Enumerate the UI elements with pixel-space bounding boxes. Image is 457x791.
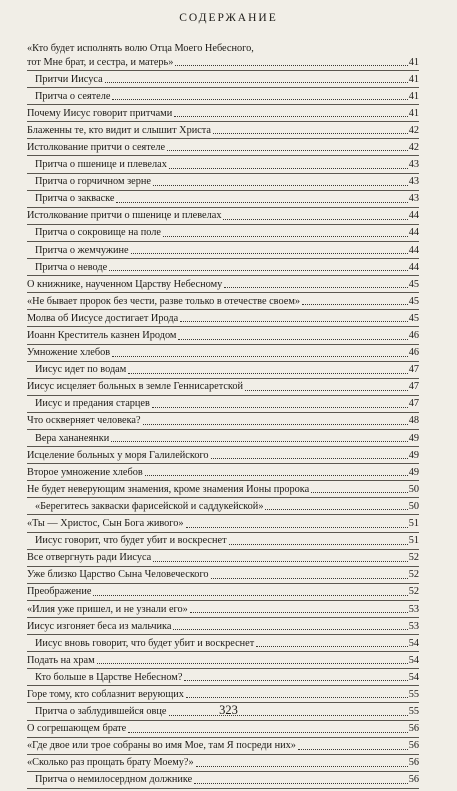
toc-entry-page: 41 <box>408 73 419 85</box>
toc-entry-title: Притча о сокровище на поле <box>35 227 161 239</box>
toc-entry-page: 53 <box>408 603 419 615</box>
dot-leader <box>153 561 407 562</box>
toc-entry <box>27 688 419 704</box>
toc-entry-title: Исцеление больных у моря Галилейского <box>27 449 209 461</box>
toc-entry-title-line1: «Кто будет исполнять волю Отца Моего Небесного, <box>27 43 254 54</box>
toc-entry-title: Преображение <box>27 586 92 598</box>
toc-entry-page: 44 <box>408 227 419 239</box>
toc-entry-page: 50 <box>408 500 419 512</box>
toc-entry-title: Иоанн Креститель казнен Иродом <box>27 330 177 341</box>
toc-entry-page: 55 <box>408 688 419 700</box>
toc-entry <box>27 90 419 106</box>
dot-leader <box>175 65 407 66</box>
toc-entry-title: Молва об Иисусе достигает Ирода <box>27 312 179 324</box>
toc-entry-title: Притча о заблудившейся овце <box>35 706 167 718</box>
dot-leader <box>145 475 408 476</box>
toc-entry <box>27 107 419 123</box>
toc-entry-page: 41 <box>408 107 419 119</box>
toc-entry-title: «Илия уже пришел, и не узнали его» <box>27 603 188 615</box>
toc-entry-page: 44 <box>408 244 419 256</box>
toc-entry-page: 41 <box>408 90 419 102</box>
toc-entry <box>27 517 419 533</box>
toc-entry-title: Иисус исцеляет больных в земле Геннисаретской <box>27 381 244 393</box>
toc-entry-page: 56 <box>408 757 419 769</box>
toc-entry-page: 45 <box>408 278 419 290</box>
toc-entry-page: 51 <box>408 518 419 530</box>
toc-entry <box>27 346 419 362</box>
toc-entry-title: Притча о немилосердном должнике <box>35 774 193 786</box>
toc-entry-title: тот Мне брат, и сестра, и матерь» <box>27 56 174 68</box>
toc-entry-title: Истолкование притчи о сеятеле <box>27 141 166 153</box>
dot-leader <box>152 407 408 408</box>
toc-entry-title: Уже близко Царство Сына Человеческого <box>27 569 209 581</box>
toc-entry <box>27 534 419 550</box>
toc-entry-page: 54 <box>408 637 419 649</box>
dot-leader <box>265 509 407 510</box>
dot-leader <box>131 253 408 254</box>
toc-entry <box>27 414 419 430</box>
dot-leader <box>109 270 408 271</box>
toc-entry <box>27 363 419 379</box>
toc-entry <box>27 500 419 516</box>
toc-entry-page: 42 <box>408 124 419 136</box>
toc-entry <box>27 124 419 140</box>
toc-entry-title: Иисус и предания старцев <box>35 398 150 410</box>
dot-leader <box>245 390 408 391</box>
toc-entry <box>27 192 419 208</box>
toc-entry <box>27 397 419 413</box>
toc-entry <box>27 432 419 448</box>
toc-entry <box>27 466 419 482</box>
toc-entry-title: Умножение хлебов <box>27 347 111 359</box>
toc-entry-title: Притча о закваске <box>35 193 115 205</box>
toc-entry-page: 51 <box>408 535 419 547</box>
toc-entry-page: 56 <box>408 774 419 786</box>
toc-entry-page: 43 <box>408 159 419 171</box>
toc-entry-title: Притча о сеятеле <box>35 90 111 102</box>
dot-leader <box>180 321 408 322</box>
toc-entry-page: 49 <box>408 466 419 478</box>
toc-entry-title: Притчи Иисуса <box>35 73 103 85</box>
toc-entry <box>27 722 419 738</box>
toc-entry <box>27 449 419 465</box>
toc-entry <box>27 603 419 619</box>
toc-entry <box>27 637 419 653</box>
dot-leader <box>93 595 407 596</box>
toc-entry <box>27 568 419 584</box>
toc-entry-title: «Берегитесь закваски фарисейской и саддукейской» <box>35 500 264 512</box>
toc-entry <box>27 226 419 242</box>
dot-leader <box>174 116 407 117</box>
toc-entry-page: 54 <box>408 654 419 666</box>
dot-leader <box>178 339 407 340</box>
toc-entry-page: 48 <box>408 415 419 427</box>
toc-entry-page: 45 <box>408 295 419 307</box>
toc-entry <box>27 551 419 567</box>
toc-entry-page: 49 <box>408 432 419 444</box>
toc-entry-title: Подать на храм <box>27 654 95 666</box>
dot-leader <box>302 304 408 305</box>
toc-entry-page: 52 <box>408 569 419 581</box>
table-of-contents <box>27 42 419 791</box>
dot-leader <box>223 219 407 220</box>
toc-entry-title: «Ты — Христос, Сын Бога живого» <box>27 518 184 530</box>
toc-entry-title: «Где двое или трое собраны во имя Мое, там Я посреди них» <box>27 740 296 752</box>
toc-entry <box>27 295 419 311</box>
toc-entry <box>27 278 419 294</box>
toc-entry <box>27 73 419 89</box>
toc-entry-title: Иисус идет по водам <box>35 364 127 376</box>
toc-entry-title: Притча о пшенице и плевелах <box>35 159 167 171</box>
dot-leader <box>186 697 408 698</box>
toc-entry <box>27 261 419 277</box>
toc-entry-title: Кто больше в Царстве Небесном? <box>35 671 183 683</box>
running-header: СОДЕРЖАНИЕ <box>179 12 278 24</box>
toc-entry-page: 50 <box>408 483 419 495</box>
toc-entry <box>27 329 419 345</box>
toc-entry-page: 47 <box>408 381 419 393</box>
toc-entry-page: 52 <box>408 552 419 564</box>
dot-leader <box>167 150 408 151</box>
dot-leader <box>143 424 408 425</box>
dot-leader <box>213 133 408 134</box>
dot-leader <box>128 373 407 374</box>
toc-entry-page: 56 <box>408 723 419 735</box>
dot-leader <box>256 646 407 647</box>
toc-entry-title: О согрешающем брате <box>27 723 127 735</box>
dot-leader <box>211 458 408 459</box>
dot-leader <box>169 168 408 169</box>
toc-entry <box>27 483 419 499</box>
toc-entry-title: Все отвергнуть ради Иисуса <box>27 552 152 564</box>
dot-leader <box>153 185 408 186</box>
toc-entry <box>27 654 419 670</box>
dot-leader <box>229 544 408 545</box>
toc-entry <box>27 585 419 601</box>
toc-entry-page: 43 <box>408 193 419 205</box>
toc-entry-title: Притча о жемчужине <box>35 244 129 256</box>
toc-entry-page: 54 <box>408 671 419 683</box>
dot-leader <box>194 783 407 784</box>
toc-entry <box>27 380 419 396</box>
toc-entry-page: 46 <box>408 330 419 341</box>
toc-entry-page: 53 <box>408 620 419 632</box>
toc-entry-page: 47 <box>408 398 419 410</box>
toc-entry <box>27 209 419 225</box>
toc-entry-page: 52 <box>408 586 419 598</box>
toc-entry-page: 44 <box>408 261 419 273</box>
toc-entry-title: Горе тому, кто соблазнит верующих <box>27 688 184 700</box>
dot-leader <box>224 287 407 288</box>
dot-leader <box>186 527 408 528</box>
toc-entry-title: Что оскверняет человека? <box>27 415 141 427</box>
toc-entry <box>27 175 419 191</box>
dot-leader <box>190 612 408 613</box>
toc-entry <box>27 141 419 157</box>
toc-entry-title: Второе умножение хлебов <box>27 466 143 478</box>
toc-entry <box>27 158 419 174</box>
dot-leader <box>128 732 407 733</box>
toc-entry-page: 47 <box>408 364 419 376</box>
toc-entry <box>27 671 419 687</box>
toc-entry-page: 49 <box>408 449 419 461</box>
toc-entry-page: 46 <box>408 347 419 359</box>
dot-leader <box>298 749 408 750</box>
dot-leader <box>184 680 407 681</box>
toc-entry-title: Иисус вновь говорит, что будет убит и воскреснет <box>35 637 255 649</box>
dot-leader <box>105 82 408 83</box>
toc-entry <box>27 42 419 71</box>
toc-entry <box>27 756 419 772</box>
toc-entry-page: 45 <box>408 312 419 324</box>
toc-entry-page: 55 <box>408 706 419 718</box>
dot-leader <box>163 236 408 237</box>
toc-entry-title: Истолкование притчи о пшенице и плевелах <box>27 210 222 222</box>
dot-leader <box>116 202 407 203</box>
toc-entry-title: Почему Иисус говорит притчами <box>27 107 173 119</box>
toc-entry-title: Блаженны те, кто видит и слышит Христа <box>27 124 212 136</box>
toc-entry-page: 56 <box>408 740 419 752</box>
toc-entry-title: «Не бывает пророк без чести, разве только в отечестве своем» <box>27 295 300 307</box>
toc-entry-title: Не будет неверующим знамения, кроме знамения Ионы пророка <box>27 483 310 495</box>
dot-leader <box>111 441 407 442</box>
toc-entry-title: Иисус изгоняет беса из мальчика <box>27 620 172 632</box>
dot-leader <box>211 578 408 579</box>
toc-entry-title: Вера хананеянки <box>35 432 110 444</box>
toc-entry <box>27 244 419 260</box>
toc-entry-page: 42 <box>408 141 419 153</box>
dot-leader <box>112 99 407 100</box>
dot-leader <box>311 492 407 493</box>
dot-leader <box>97 663 408 664</box>
toc-entry-title: Притча о горчичном зерне <box>35 176 151 188</box>
toc-entry-page: 44 <box>408 210 419 222</box>
toc-entry-title: Иисус говорит, что будет убит и воскреснет <box>35 535 227 547</box>
toc-entry-page: 43 <box>408 176 419 188</box>
toc-entry-title: «Сколько раз прощать брату Моему?» <box>27 757 194 769</box>
toc-entry <box>27 312 419 328</box>
toc-entry-title: О книжнике, наученном Царству Небесному <box>27 278 223 290</box>
page-number: 323 <box>219 703 238 717</box>
toc-entry <box>27 773 419 789</box>
dot-leader <box>112 356 408 357</box>
dot-leader <box>196 766 408 767</box>
toc-entry-title: Притча о неводе <box>35 261 108 273</box>
dot-leader <box>173 629 407 630</box>
toc-entry <box>27 620 419 636</box>
toc-entry-page: 41 <box>408 56 419 68</box>
